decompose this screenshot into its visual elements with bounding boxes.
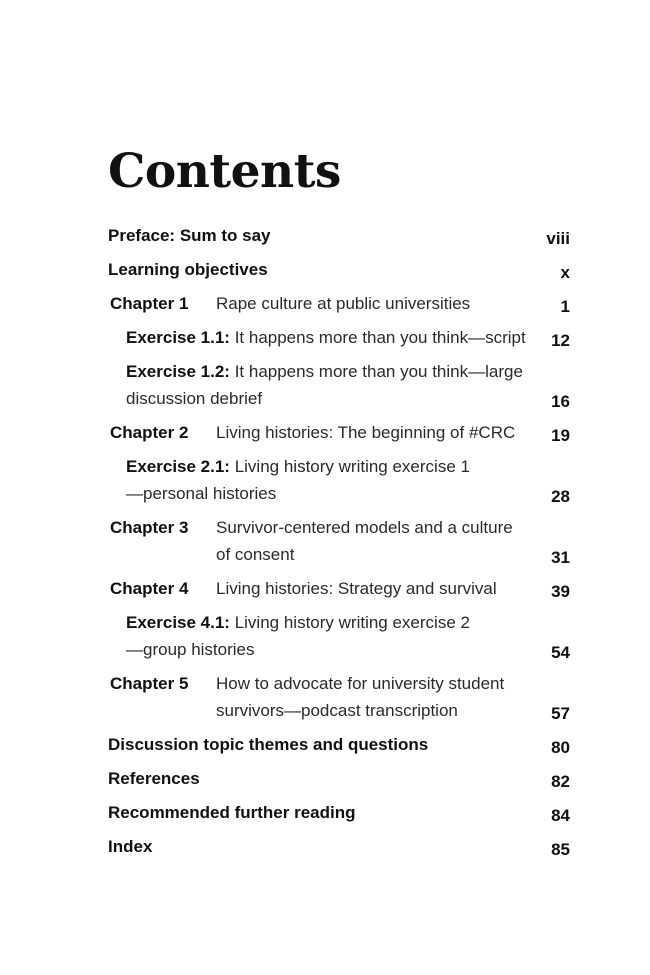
toc-page-number: 28 [551,487,570,506]
chapter-number: Chapter 5 [110,674,189,693]
exercise-number: Exercise 4.1: [126,613,230,632]
toc-entry-label: Index [108,837,153,856]
toc-entry-label: Learning objectives [108,260,268,279]
toc-entry-further-reading[interactable] [108,799,570,833]
toc-entry-exercise-4-1[interactable] [108,609,570,670]
toc-entry-label: Recommended further reading [108,803,356,822]
toc-entry-preface[interactable] [108,222,570,256]
toc-page-number: 85 [551,840,570,859]
exercise-text: Exercise 2.1: Living history writing exercise 1 —personal histories [126,457,470,503]
toc-entry-chapter-2[interactable] [108,419,570,453]
page-title: Contents [108,144,341,199]
toc-entry-exercise-1-1[interactable] [108,324,570,358]
toc-page-number: 80 [551,738,570,757]
toc-entry-exercise-2-1[interactable] [108,453,570,514]
exercise-number: Exercise 2.1: [126,457,230,476]
toc-entry-label: Discussion topic themes and questions [108,735,429,754]
exercise-text: Exercise 1.2: It happens more than you think—large discussion debrief [126,362,523,408]
toc-entry-chapter-4[interactable] [108,575,570,609]
toc-page-number: 84 [551,806,570,825]
toc-entry-chapter-3[interactable] [108,514,570,575]
exercise-number: Exercise 1.1: [126,328,230,347]
toc-entry-label: Preface: Sum to say [108,226,271,245]
toc-entry-discussion-topics[interactable] [108,731,570,765]
chapter-number: Chapter 2 [110,423,189,442]
toc-entry-exercise-1-2[interactable] [108,358,570,419]
toc-entry-chapter-1[interactable] [108,290,570,324]
toc-page-number: 16 [551,392,570,411]
toc-page-number: 1 [560,297,570,316]
toc-page-number: 82 [551,772,570,791]
toc-page-number: viii [546,229,570,248]
toc-page-number: 57 [551,704,570,723]
toc-entry-index[interactable] [108,833,570,867]
toc-page-number: 19 [551,426,570,445]
toc-entry-label: References [108,769,200,788]
toc-page-number: 12 [551,331,570,350]
toc-entry-learning-objectives[interactable] [108,256,570,290]
toc-page-number: x [560,263,570,282]
chapter-title: Living histories: Strategy and survival [216,579,497,598]
exercise-text: Exercise 4.1: Living history writing exercise 2 —group histories [126,613,470,659]
chapter-number: Chapter 1 [110,294,189,313]
chapter-number: Chapter 3 [110,518,189,537]
toc-entry-chapter-5[interactable] [108,670,570,731]
chapter-title: Living histories: The beginning of #CRC [216,423,516,442]
table-of-contents [108,222,570,867]
exercise-number: Exercise 1.2: [126,362,230,381]
chapter-title: How to advocate for university student survivors—podcast transcription [216,674,505,720]
toc-page-number: 31 [551,548,570,567]
toc-page-number: 54 [551,643,570,662]
exercise-text: Exercise 1.1: It happens more than you think—script [126,328,526,347]
chapter-number: Chapter 4 [110,579,189,598]
chapter-title: Rape culture at public universities [216,294,471,313]
chapter-title: Survivor-centered models and a culture of consent [216,518,513,564]
toc-page-number: 39 [551,582,570,601]
toc-entry-references[interactable] [108,765,570,799]
